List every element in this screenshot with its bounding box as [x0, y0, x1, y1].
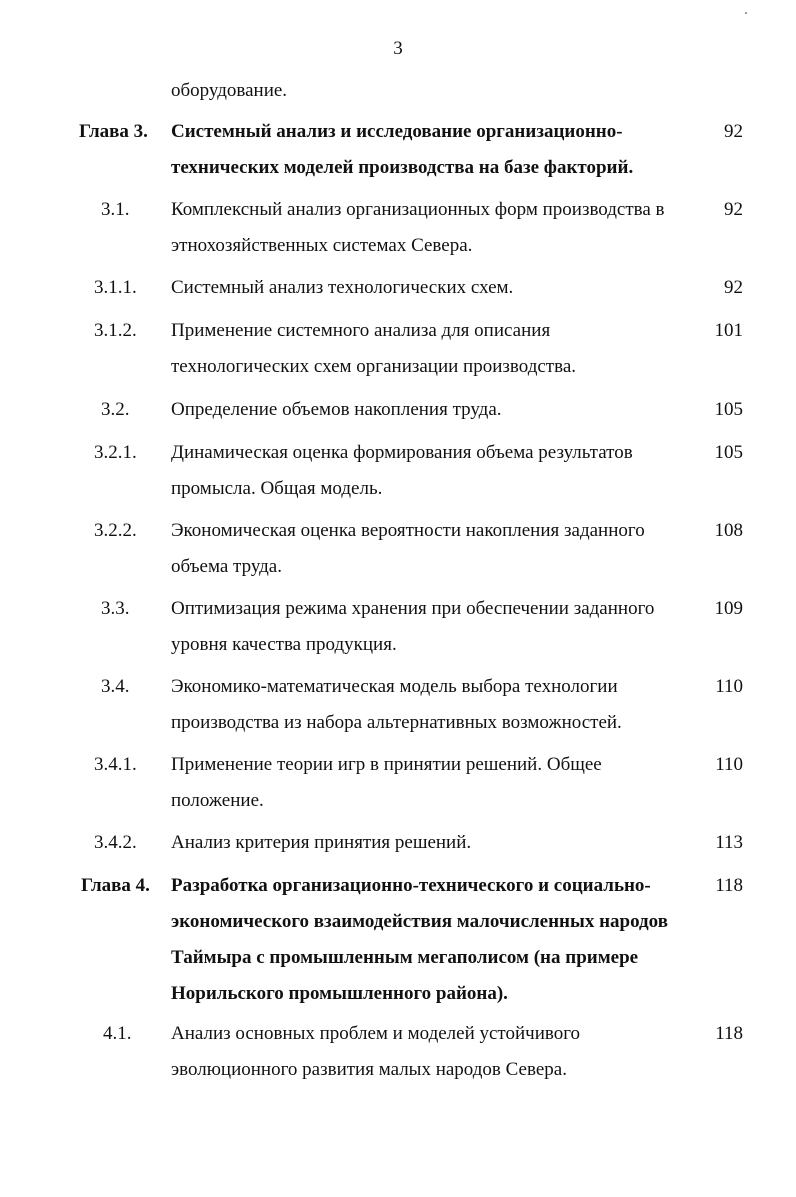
- toc-number: 3.1.: [101, 199, 130, 220]
- toc-title: Анализ критерия принятия решений.: [171, 832, 472, 853]
- toc-page: 101: [714, 320, 743, 341]
- toc-number: Глава 4.: [81, 875, 150, 896]
- toc-title: Определение объемов накопления труда.: [171, 399, 502, 420]
- toc-number: 3.2.1.: [94, 442, 137, 463]
- toc-title: Динамическая оценка формирования объема результатов промысла. Общая модель.: [171, 442, 633, 499]
- toc-title: Комплексный анализ организационных форм производства в этнохозяйственных системах Севера.: [171, 199, 665, 256]
- toc-page: 92: [724, 199, 743, 220]
- toc-title: Разработка организационно-технического и социально-экономического взаимодействия малочисленных народов Таймыра с промышленным мегаполисом (на примере Норильского промышленного района).: [171, 875, 668, 1004]
- toc-page: 105: [714, 399, 743, 420]
- page-number: 3: [393, 38, 403, 59]
- toc-page: 92: [724, 121, 743, 142]
- toc-number: 3.3.: [101, 598, 130, 619]
- toc-number: 3.1.2.: [94, 320, 137, 341]
- toc-title: Применение теории игр в принятии решений. Общее положение.: [171, 754, 602, 811]
- toc-page: 118: [715, 875, 743, 896]
- toc-number: 4.1.: [103, 1023, 132, 1044]
- toc-number: 3.4.1.: [94, 754, 137, 775]
- toc-number: 3.1.1.: [94, 277, 137, 298]
- toc-page: 110: [715, 754, 743, 775]
- toc-page: 113: [715, 832, 743, 853]
- continuation-text: оборудование.: [171, 80, 288, 101]
- toc-page: 118: [715, 1023, 743, 1044]
- toc-page: 105: [714, 442, 743, 463]
- toc-page: 110: [715, 676, 743, 697]
- toc-page: 109: [714, 598, 743, 619]
- toc-title: Системный анализ технологических схем.: [171, 277, 514, 298]
- toc-title: Оптимизация режима хранения при обеспечении заданного уровня качества продукция.: [171, 598, 655, 655]
- toc-title: Применение системного анализа для описания технологических схем организации производства.: [171, 320, 577, 377]
- toc-title: Анализ основных проблем и моделей устойчивого эволюционного развития малых народов Севера.: [171, 1023, 581, 1080]
- toc-page: 92: [724, 277, 743, 298]
- toc-page: 108: [714, 520, 743, 541]
- toc-title: Экономико-математическая модель выбора технологии производства из набора альтернативных возможностей.: [171, 676, 622, 733]
- toc-number: 3.2.: [101, 399, 130, 420]
- toc-number: 3.4.: [101, 676, 130, 697]
- toc-title: Системный анализ и исследование организационно-технических моделей производства на базе факторий.: [171, 121, 634, 178]
- toc-title: Экономическая оценка вероятности накопления заданного объема труда.: [171, 520, 645, 577]
- toc-number: 3.2.2.: [94, 520, 137, 541]
- toc-number: 3.4.2.: [94, 832, 137, 853]
- toc-number: Глава 3.: [79, 121, 148, 142]
- scan-speck: [745, 12, 747, 14]
